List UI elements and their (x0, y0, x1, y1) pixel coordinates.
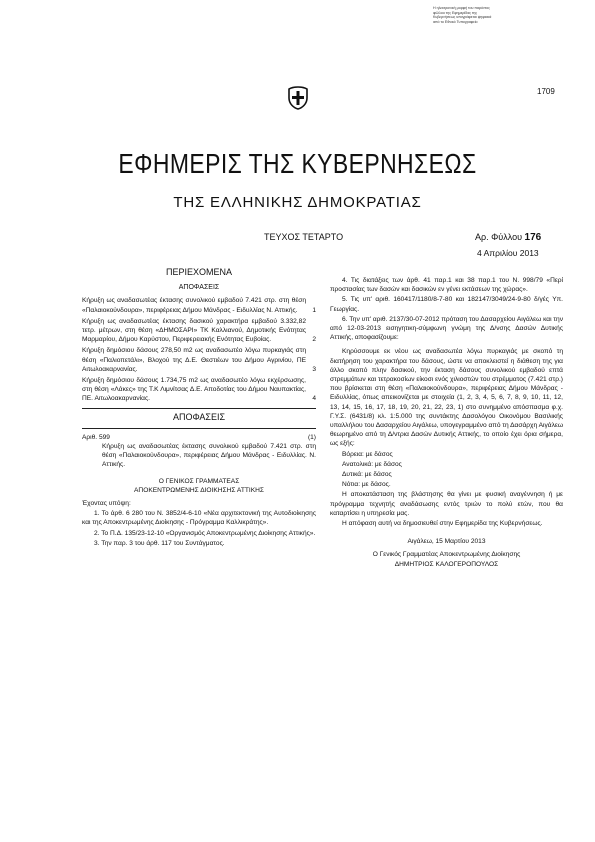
toc-item-text: Κήρυξη δημόσιου δάσους 278,50 m2 ως αναδασωτέο λόγω πυρκαγιάς στη θέση «Παλιοπετάλι», Βλοχού της Δ.Ε. Θεστιέων του Δήμου Αγρινίου, ΠΕ Αιτωλοακαρνανίας. (82, 347, 306, 373)
authority-line-2: ΑΠΟΚΕΝΤΡΩΜΕΝΗΣ ΔΙΟΙΚΗΣΗΣ ΑΤΤΙΚΗΣ (134, 486, 264, 494)
restoration-text: Η αποκατάσταση της βλάστησης θα γίνει με φυσική αναγέννηση ή με πρόγραμμα τεχνητής αναδάσωσης εντός τριών το πολύ ετών, που θα καταρτίσει η υπηρεσία μας. (330, 491, 563, 517)
toc-item[interactable] (82, 376, 316, 404)
bound-line: Νότια: με δάσος. (342, 481, 391, 489)
regard-item: 5. Τις υπ' αριθ. 160417/1180/8-7-80 και 182147/3049/24-9-80 δ/γές Υπ. Γεωργίας. (330, 296, 563, 313)
sheet-value: 176 (524, 232, 542, 243)
publication-text: Η απόφαση αυτή να δημοσιευθεί στην Εφημερίδα της Κυβερνήσεως. (342, 520, 543, 528)
masthead-title: ΕΦΗΜΕΡΙΣ ΤΗΣ ΚΥΒΕΡΝΗΣΕΩΣ (118, 148, 477, 179)
divider (82, 428, 316, 429)
decision-number: Αριθ. 599 (82, 433, 110, 441)
decision-ref: (1) (307, 433, 316, 441)
left-column (82, 265, 316, 549)
toc-title: ΠΕΡΙΕΧΟΜΕΝΑ (165, 267, 232, 277)
toc-item-text: Κήρυξη ως αναδασωτέας έκτασης συνολικού εμβαδού 7.421 στρ. στη θέση «Παλαιοκούνδουρα», περιφέρειας Δήμου Μάνδρας - Ειδυλλίας Ν. Αττικής. (82, 297, 306, 314)
toc-subtitle: ΑΠΟΦΑΣΕΙΣ (178, 284, 220, 292)
signer-title: Ο Γενικός Γραμματέας Αποκεντρωμένης Διοίκησης (372, 551, 521, 559)
regard-item: 4. Τις διατάξεις των άρθ. 41 παρ.1 και 38 παρ.1 του Ν. 998/79 «Περί προστασίας των δασών και δασικών εν γένει εκτάσεων της χώρας». (330, 277, 563, 294)
page-number: 1709 (537, 87, 555, 96)
coat-of-arms-icon (287, 86, 309, 110)
decision-summary: Κήρυξη ως αναδασωτέας έκτασης συνολικού εμβαδού 7.421 στρ. στη θέση «Παλαιοκούνδουρα», περιφέρειας Δήμου Μάνδρας - Ειδυλλίας. Ν. Αττικής. (102, 443, 316, 469)
toc-item[interactable] (82, 317, 316, 345)
divider (82, 408, 316, 409)
masthead-subtitle: ΤΗΣ ΕΛΛΗΝΙΚΗΣ ΔΗΜΟΚΡΑΤΙΑΣ (173, 194, 422, 211)
issue-date: 4 Απριλίου 2013 (477, 248, 539, 258)
bound-line: Ανατολικά: με δάσος (342, 460, 402, 468)
toc-item[interactable] (82, 296, 316, 314)
toc-item-page: 3 (312, 365, 316, 373)
right-column (330, 276, 563, 569)
toc-item-page: 1 (312, 306, 316, 314)
toc-item-page: 4 (312, 395, 316, 403)
decisions-title: ΑΠΟΦΑΣΕΙΣ (172, 411, 226, 422)
place-date: Αιγάλεω, 15 Μαρτίου 2013 (407, 538, 486, 546)
regard-item: 2. Το Π.Δ. 135/23-12-10 «Οργανισμός Αποκεντρωμένης Διοίκησης Αττικής». (94, 529, 316, 537)
digital-signature-note: Η ηλεκτρονική μορφή του παρόντος φύλλου της Εφημερίδας της Κυβερνήσεως υπογράφεται ψηφιακά από το Εθνικό Τυπογραφείο (433, 6, 492, 24)
authority-line-1: Ο ΓΕΝΙΚΟΣ ΓΡΑΜΜΑΤΕΑΣ (158, 477, 240, 485)
having-regard: Έχοντας υπόψη: (82, 500, 131, 508)
toc-item[interactable] (82, 346, 316, 374)
sheet-label: Αρ. Φύλλου (475, 232, 523, 242)
bound-line: Δυτικά: με δάσος (342, 471, 392, 479)
sheet-number (475, 232, 541, 243)
regard-item: 1. Το άρθ. 6 280 του Ν. 3852/4-6-10 «Νέα αρχιτεκτονική της Αυτοδιοίκησης και της Αποκεντρωμένης Διοίκησης - Πρόγραμμα Καλλικράτης». (82, 510, 316, 527)
regard-item: 3. Την παρ. 3 του άρθ. 117 του Συντάγματος. (94, 539, 225, 547)
issue-label: ΤΕΥΧΟΣ ΤΕΤΑΡΤΟ (264, 232, 344, 242)
toc-item-text: Κήρυξη ως αναδασωτέας έκτασης δασικού χαρακτήρα εμβαδού 3.332,82 τετρ. μέτρων, στη θέση «ΔΗΜΟΣΑΡΙ» ΤΚ Καλλιανού, Δημοτικής Ενότητας Μαρμαρίου, Δήμου Καρύστου, Περιφερειακής Ενότητας Ευβοίας. (82, 317, 306, 344)
toc-item-text: Κήρυξη δημόσιου δάσους 1.734,75 m2 ως αναδασωτέο λόγω εκχέρσωσης, στη θέση «Λάκες» της Τ.Κ Λιμνίτσας Δ.Ε. Αποδοτίας του Δήμου Ναυπακτίας, ΠΕ. Αιτωλοακαρνανίας. (82, 377, 306, 403)
toc-item-page: 2 (312, 336, 316, 344)
signer-name: ΔΗΜΗΤΡΙΟΣ ΚΑΛΟΓΕΡΟΠΟΥΛΟΣ (394, 560, 499, 568)
bound-line: Βόρεια: με δάσος (342, 450, 393, 458)
declaration-text: Κηρύσσουμε εκ νέου ως αναδασωτέα λόγω πυρκαγιάς με σκοπό τη διατήρηση του χαρακτήρα του δάσους, ώστε να αποκλειστεί η διάθεση της για άλλο σκοπό πλην δασικού, την έκταση δάσους συνολικού εμβαδού επτά στρεμμάτων και τετρακοσίων είκοσι ενός χιλιοστών του στρέμματος (7.421 στρ.) που βρίσκεται στη θέση «Παλαιοκούνδουρα», περιφέρειας Δήμου Μάνδρας - Ειδυλλίας, όπως απεικονίζεται με στοιχεία (1, 2, 3, 4, 5, 6, 7, 8, 9, 10, 11, 12, 13, 14, 15, 16, 17, 18, 19, 20, 21, 22, 23, 1) στο συνημμένο απόσπασμα φ.χ. Γ.Υ.Σ. (6431/8) κλ. 1:5.000 της συντάκτης Δασολόγου Οικονόμου Βασιλικής υπαλλήλου του Δασαρχείου Αιγάλεω, υπογεγραμμένο από τη Δασάρχη Αιγάλεω θεωρημένο από τη Δ/ντρια Δασών Δυτικής Αττικής, το οποίο έχει όρια σήμερα, ως εξής: (330, 348, 563, 448)
decision-header (82, 433, 316, 442)
regard-item: 6. Την υπ' αριθ. 2137/30-07-2012 πρόταση του Δασαρχείου Αιγάλεω και την από 12-03-2013 εισηγητικη-σύμφωνη γνώμη της Δ/νσης Δασών Δυτικής Αττικής, αποφασίζουμε: (330, 315, 563, 342)
